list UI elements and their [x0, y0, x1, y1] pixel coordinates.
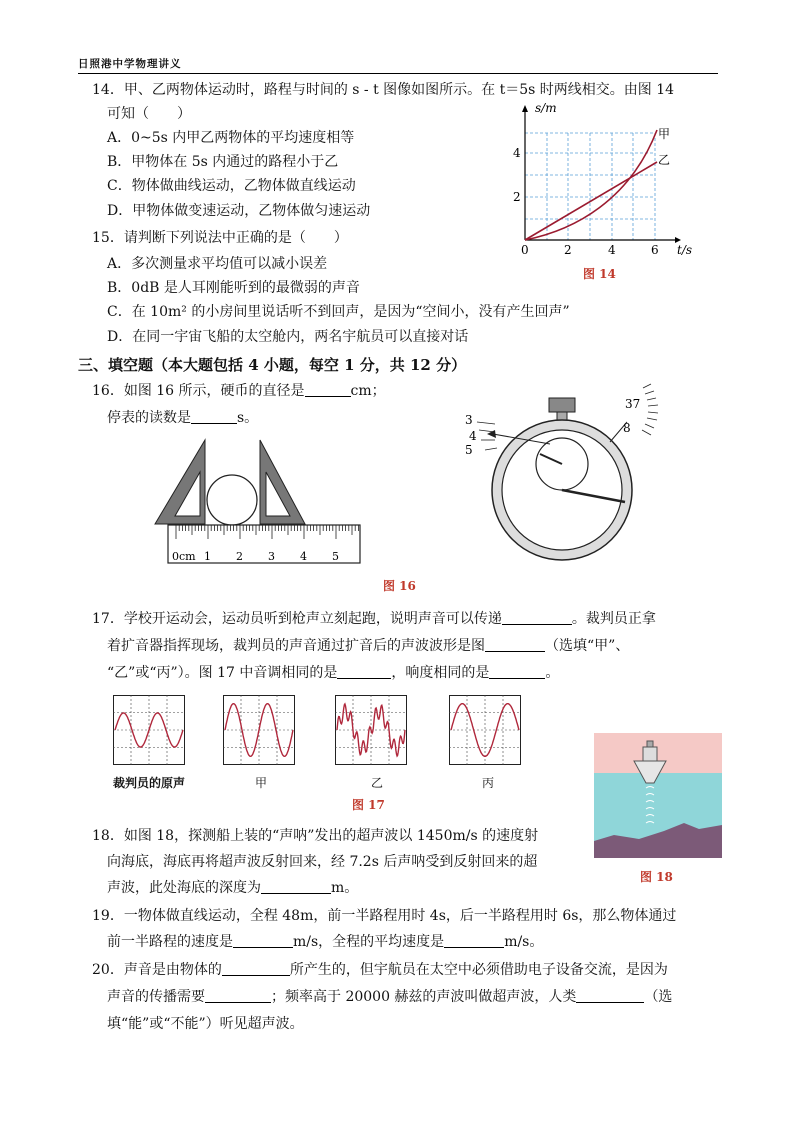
- q19-blank-speed-2[interactable]: [444, 933, 504, 948]
- fig17-caption: 图 17: [352, 798, 385, 812]
- q15-option-c: C．在 10m² 的小房间里说话听不到回声，是因为“空间小，没有产生回声”: [107, 304, 570, 320]
- q17-blank-3[interactable]: [337, 664, 391, 679]
- q16-text-3: 停表的读数是: [107, 410, 191, 426]
- q17-text-7: 。: [545, 665, 560, 681]
- fig14-line-yi: [525, 162, 657, 240]
- q20-text-2: 所产生的，但宇航员在太空中必须借助电子设备交流，是因为: [289, 962, 668, 978]
- fig14-grid: [525, 133, 655, 240]
- fig17-label-yi: 乙: [371, 776, 384, 790]
- q19-blank-speed-1[interactable]: [233, 933, 293, 948]
- fig14-ylabel: s/m: [535, 101, 557, 115]
- figure-18: [594, 733, 722, 858]
- fig16-caption: 图 16: [383, 579, 416, 593]
- q14-option-c: C．物体做曲线运动，乙物体做直线运动: [107, 178, 356, 194]
- q19-line1: 19．一物体做直线运动，全程 48m，前一半路程用时 4s，后一半路程用时 6s，那么物体通过: [92, 908, 677, 924]
- fig14-line-jia: [525, 130, 657, 240]
- q15-stem: 15．请判断下列说法中正确的是（ ）: [92, 230, 348, 246]
- figure-16-stopwatch: [455, 382, 675, 572]
- q16-text-4: s。: [237, 410, 259, 426]
- q20-text-1: 20．声音是由物体的: [92, 962, 222, 978]
- q17-blank-2[interactable]: [485, 637, 545, 652]
- fig17-panel-yi: [335, 695, 407, 765]
- q17-text-1: 17．学校开运动会，运动员听到枪声立刻起跑，说明声音可以传递: [92, 611, 502, 627]
- q17-text-6: ，响度相同的是: [391, 665, 490, 681]
- q15-option-a: A．多次测量求平均值可以减小误差: [107, 256, 328, 272]
- q17-line3: [107, 663, 559, 684]
- fig14-xtick-2: 2: [564, 243, 572, 257]
- q15-option-b: B．0dB 是人耳刚能听到的最微弱的声音: [107, 280, 360, 296]
- q15-option-d: D．在同一宇宙飞船的太空舱内，两名宇航员可以直接对话: [107, 329, 469, 345]
- fig16-coin: [207, 475, 257, 525]
- q20-text-4: ；频率高于 20000 赫兹的声波叫做超声波，人类: [271, 989, 577, 1005]
- q14-option-d: D．甲物体做变速运动，乙物体做匀速运动: [107, 203, 371, 219]
- q18-line1: 18．如图 18，探测船上装的“声呐”发出的超声波以 1450m/s 的速度射: [92, 828, 539, 844]
- fig17-panel-bing: [449, 695, 521, 765]
- q19-line2: [107, 932, 543, 953]
- fig17-label-jia: 甲: [255, 776, 268, 790]
- q17-line2: [107, 636, 629, 657]
- q17-blank-4[interactable]: [489, 664, 545, 679]
- q18-line2: 向海底，海底再将超声波反射回来，经 7.2s 后声呐受到反射回来的超: [107, 854, 538, 870]
- header-rule: [78, 73, 718, 74]
- fig16-ruler-label-4: 4: [300, 550, 307, 563]
- q14-option-a: A．0~5s 内甲乙两物体的平均速度相等: [107, 130, 355, 146]
- q16-text-1: 16．如图 16 所示，硬币的直径是: [92, 383, 305, 399]
- figure-16-ruler: [150, 436, 365, 566]
- q16-line1: [92, 381, 386, 402]
- fig17-label-original: 裁判员的原声: [113, 776, 186, 790]
- q17-text-3: 着扩音器指挥现场，裁判员的声音通过扩音后的声波波形是图: [107, 638, 485, 654]
- q16-text-2: cm；: [350, 383, 386, 399]
- q19-text-2: m/s，全程的平均速度是: [293, 934, 445, 950]
- fig16-dial-label-4: 4: [469, 429, 477, 443]
- fig16-stopwatch-crown: [549, 398, 575, 412]
- fig17-panel-original: [113, 695, 185, 765]
- q17-text-2: 。裁判员正拿: [571, 611, 656, 627]
- q18-line3: [107, 878, 358, 899]
- fig16-dial-label-5: 5: [465, 443, 473, 457]
- q17-line1: [92, 609, 656, 630]
- q16-blank-stopwatch[interactable]: [191, 409, 237, 424]
- fig18-caption: 图 18: [640, 870, 673, 884]
- q19-text-1: 前一半路程的速度是: [107, 934, 233, 950]
- fig14-xtick-0: 0: [521, 243, 529, 257]
- fig16-ruler-label-1: 1: [204, 550, 211, 563]
- fig16-dial-label-8: 8: [623, 421, 631, 435]
- section-3-title: 三、填空题（本大题包括 4 小题，每空 1 分，共 12 分）: [78, 356, 467, 374]
- q20-blank-2[interactable]: [205, 988, 271, 1003]
- q20-blank-1[interactable]: [222, 961, 290, 976]
- q14-line2: 可知（ ）: [107, 106, 191, 122]
- q14-option-b: B．甲物体在 5s 内通过的路程小于乙: [107, 154, 339, 170]
- fig14-xtick-6: 6: [651, 243, 659, 257]
- page-header: 日照港中学物理讲义: [78, 58, 182, 70]
- q18-text-1: 声波，此处海底的深度为: [107, 880, 261, 896]
- fig16-ruler-label-3: 3: [268, 550, 275, 563]
- q20-line3: 填“能”或“不能”）听见超声波。: [107, 1016, 304, 1032]
- q18-blank-depth[interactable]: [261, 879, 331, 894]
- q16-line2: [107, 408, 258, 429]
- fig14-ytick-2: 2: [513, 190, 521, 204]
- fig14-label-jia: 甲: [658, 127, 671, 141]
- q20-text-3: 声音的传播需要: [107, 989, 205, 1005]
- fig14-y-arrow: [522, 105, 528, 112]
- fig16-ruler-label-5: 5: [332, 550, 339, 563]
- q20-line1: [92, 960, 668, 981]
- fig16-ruler-label-0: 0cm: [172, 550, 196, 563]
- fig16-dial-label-3: 3: [465, 413, 473, 427]
- q20-text-5: （选: [644, 989, 673, 1005]
- q17-blank-1[interactable]: [502, 610, 572, 625]
- fig17-label-bing: 丙: [482, 776, 495, 790]
- fig14-caption: 图 14: [583, 267, 616, 281]
- q16-blank-diameter[interactable]: [305, 382, 351, 397]
- fig14-xtick-4: 4: [608, 243, 616, 257]
- fig14-ytick-4: 4: [513, 146, 521, 160]
- q20-blank-3[interactable]: [576, 988, 644, 1003]
- q18-text-2: m。: [331, 880, 359, 896]
- q20-line2: [107, 987, 672, 1008]
- fig16-dial-label-37: 37: [625, 397, 641, 411]
- q19-text-3: m/s。: [504, 934, 544, 950]
- q14-line1: 14．甲、乙两物体运动时，路程与时间的 s - t 图像如图所示。在 t＝5s 时两线相交。由图 14: [92, 82, 675, 98]
- figure-14: [505, 100, 705, 285]
- fig14-label-yi: 乙: [658, 153, 671, 167]
- fig17-panel-jia: [223, 695, 295, 765]
- fig14-xlabel: t/s: [677, 243, 693, 257]
- fig16-ruler-label-2: 2: [236, 550, 243, 563]
- q17-text-5: “乙”或“丙”）。图 17 中音调相同的是: [107, 665, 338, 681]
- q17-text-4: （选填“甲”、: [545, 638, 630, 654]
